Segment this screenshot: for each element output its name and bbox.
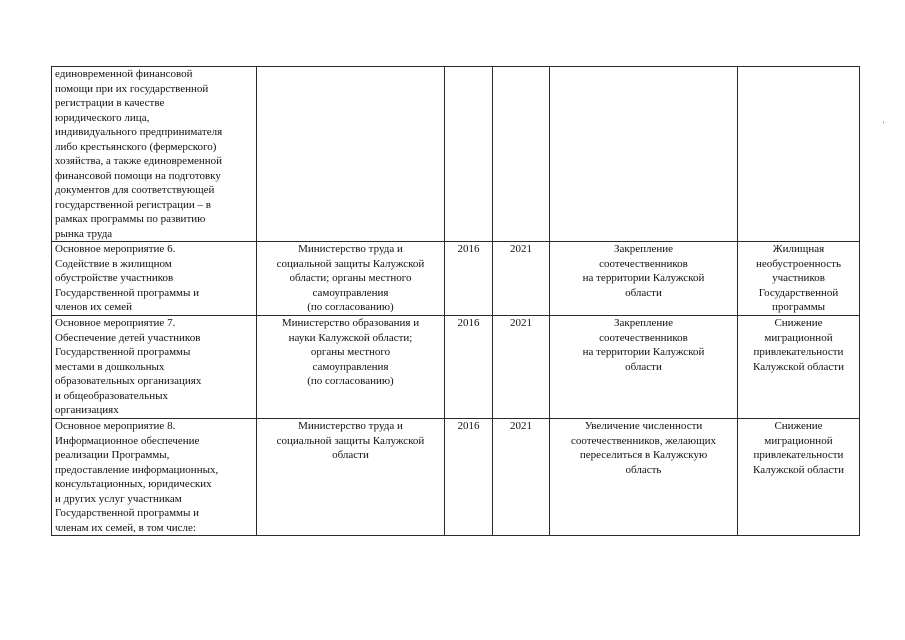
end-year-cell: 2021 [493, 242, 550, 316]
end-year-cell: 2021 [493, 419, 550, 536]
table-row [52, 242, 860, 316]
scan-speck [883, 121, 884, 124]
activity-cell: Основное мероприятие 8. Информационное обеспечение реализации Программы, предоставление информационных, консультационных, юридических и других услуг участникам Государственной программы и членам их семей, в том числе: [52, 419, 257, 536]
table-row [52, 316, 860, 419]
start-year-cell: 2016 [445, 242, 493, 316]
risk-cell: Жилищная необустроенность участников Государственной программы [738, 242, 860, 316]
activity-cell: Основное мероприятие 6. Содействие в жилищном обустройстве участников Государственной программы и членов их семей [52, 242, 257, 316]
end-year-cell: 2021 [493, 316, 550, 419]
activity-cell: Основное мероприятие 7. Обеспечение детей участников Государственной программы местами в дошкольных образовательных организациях и общеобразовательных организациях [52, 316, 257, 419]
risk-cell [738, 67, 860, 242]
start-year-cell: 2016 [445, 316, 493, 419]
activity-cell: единовременной финансовой помощи при их государственной регистрации в качестве юридического лица, индивидуального предпринимателя либо крестьянского (фермерского) хозяйства, а также единовременной финансовой помощи на подготовку документов для соответствующей государственной регистрации – в рамках программы по развитию рынка труда [52, 67, 257, 242]
executor-cell: Министерство труда и социальной защиты Калужской области; органы местного самоуправления (по согласованию) [257, 242, 445, 316]
start-year-cell [445, 67, 493, 242]
result-cell: Увеличение численности соотечественников, желающих переселиться в Калужскую область [550, 419, 738, 536]
result-cell: Закрепление соотечественников на территории Калужской области [550, 242, 738, 316]
result-cell: Закрепление соотечественников на территории Калужской области [550, 316, 738, 419]
activities-table [51, 66, 860, 536]
executor-cell [257, 67, 445, 242]
executor-cell: Министерство образования и науки Калужской области; органы местного самоуправления (по согласованию) [257, 316, 445, 419]
table-row [52, 419, 860, 536]
end-year-cell [493, 67, 550, 242]
risk-cell: Снижение миграционной привлекательности Калужской области [738, 419, 860, 536]
start-year-cell: 2016 [445, 419, 493, 536]
result-cell [550, 67, 738, 242]
table-row [52, 67, 860, 242]
executor-cell: Министерство труда и социальной защиты Калужской области [257, 419, 445, 536]
risk-cell: Снижение миграционной привлекательности Калужской области [738, 316, 860, 419]
